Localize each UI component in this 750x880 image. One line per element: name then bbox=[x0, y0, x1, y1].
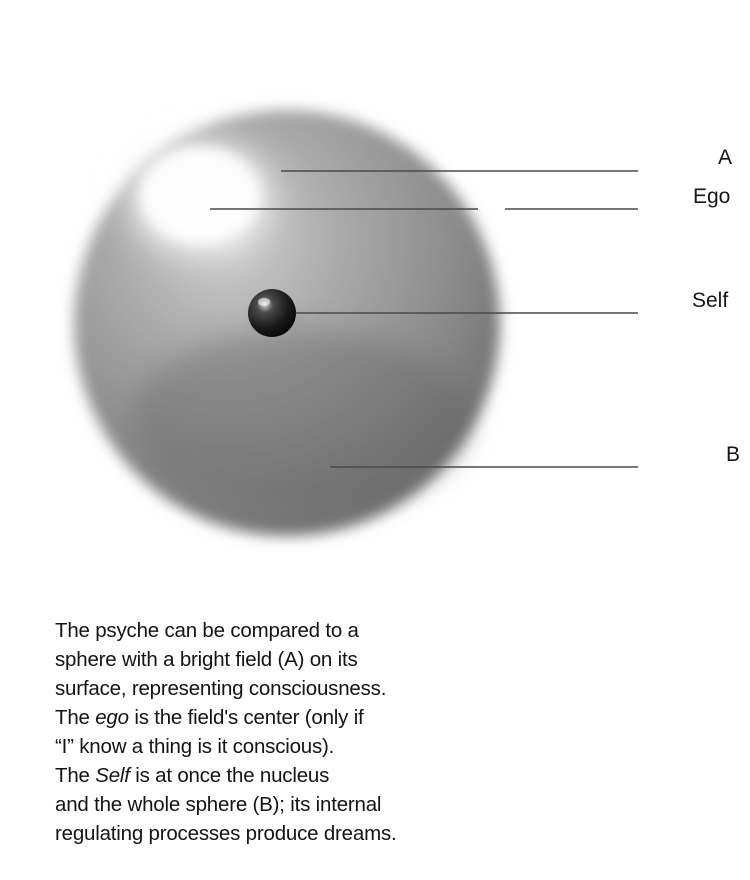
caption-line-5: “I” know a thing is it conscious). bbox=[55, 735, 335, 758]
label-a: A bbox=[718, 146, 733, 169]
label-b: B bbox=[726, 443, 741, 466]
caption-line-7: and the whole sphere (B); its internal bbox=[55, 793, 382, 816]
caption-self-term: Self bbox=[95, 764, 130, 787]
caption-line-8: regulating processes produce dreams. bbox=[55, 822, 397, 845]
label-ego: Ego bbox=[693, 185, 731, 208]
caption-line-6 bbox=[55, 761, 515, 790]
caption-line-4-post: is the field's center (only if bbox=[128, 706, 364, 729]
caption-line-3: surface, representing consciousness. bbox=[55, 677, 387, 700]
label-self: Self bbox=[692, 289, 729, 312]
bright-field-a bbox=[112, 128, 288, 268]
caption-line-4 bbox=[55, 703, 515, 732]
caption-line-2: sphere with a bright field (A) on its bbox=[55, 648, 358, 671]
caption-line-4-pre: The bbox=[55, 706, 96, 729]
caption-line-1: The psyche can be compared to a bbox=[55, 619, 359, 642]
caption-line-6-pre: The bbox=[55, 764, 96, 787]
caption bbox=[55, 616, 515, 848]
caption-line-6-post: is at once the nucleus bbox=[129, 764, 330, 787]
self-nucleus bbox=[248, 289, 296, 337]
caption-ego-term: ego bbox=[95, 706, 129, 729]
